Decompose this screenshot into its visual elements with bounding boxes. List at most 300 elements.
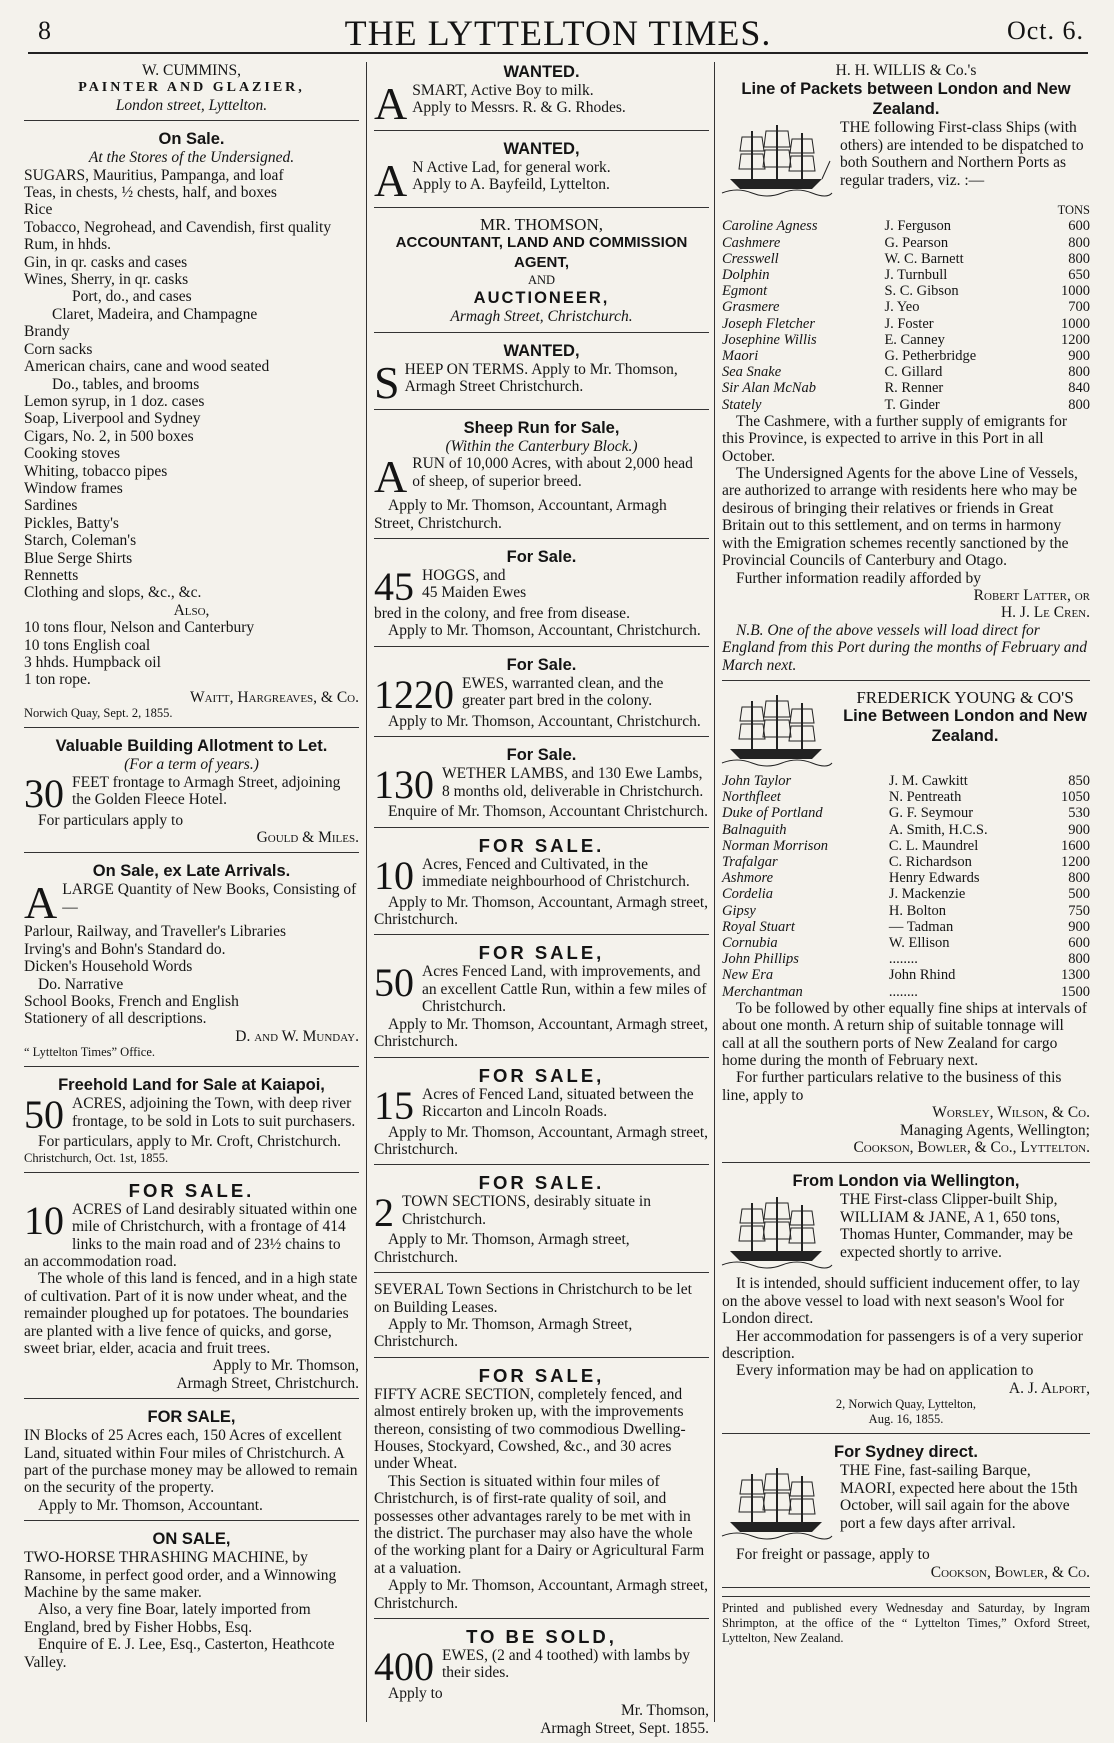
advertiser-trade: AUCTIONEER, (473, 289, 610, 308)
ship-name: Stately (722, 396, 762, 413)
ad-to-be-sold (374, 1627, 709, 1743)
ship-name: Royal Stuart (722, 918, 795, 935)
signature: Cookson, Bowler, & Co. (930, 1563, 1090, 1581)
ship-name: Cornubia (722, 934, 778, 951)
ad-body: Acres Fenced Land, with improvements, and an excellent Cattle Run, within a few miles of Christchurch. (422, 963, 707, 1016)
apply-line: Apply to Mr. Thomson, (212, 1357, 359, 1375)
table-row (722, 251, 1090, 267)
apply-line: Apply to Mr. Thomson, Accountant, Armagh Street, Christchurch. (374, 497, 667, 532)
ad-body: SEVERAL Town Sections in Christchurch to be let on Building Leases. (374, 1281, 692, 1316)
ship-master: A. Smith, H.C.S. (888, 821, 988, 838)
ad-body: TWO-HORSE THRASHING MACHINE, by Ransome, in perfect good order, and a Winnowing Machine by the same maker. (24, 1549, 337, 1601)
ship-master: J. Foster (884, 315, 934, 332)
dateline: Armagh Street, Sept. 1855. (540, 1719, 709, 1737)
table-row (722, 364, 1090, 380)
apply-line: Apply to Mr. Thomson, Accountant, Armagh street, Christchurch. (374, 893, 709, 929)
ad-body: ACRES of Land desirably situated within one mile of Christchurch, with a frontage of 414 links to the main road and of 23½ chains to an accommodation road. (24, 1200, 357, 1270)
display-number: 10 (24, 1197, 64, 1243)
ad-heading: Sheep Run for Sale, (463, 418, 620, 437)
ship-master: W. Ellison (888, 934, 950, 951)
list-item: SUGARS, Mauritius, Pampanga, and loaf (24, 166, 284, 184)
table-row (722, 397, 1090, 413)
ad-heading: WANTED, (503, 341, 580, 360)
display-number: 2 (374, 1190, 394, 1236)
table-row (722, 886, 1090, 902)
apply-line: Apply to Mr. Thomson, Accountant, Armagh street, Christchurch. (374, 1577, 709, 1612)
ship-name: Caroline Agness (722, 218, 818, 235)
ad-heading: For Sale. (506, 655, 577, 674)
ship-tons: 850 (1068, 772, 1090, 789)
signature: H. J. Le Cren. (1000, 604, 1090, 622)
table-row (722, 235, 1090, 251)
column-rule (366, 62, 367, 1722)
list-item: Brandy (24, 323, 70, 341)
list-item: Cooking stoves (24, 445, 121, 463)
advertiser-name: W. CUMMINS, (142, 62, 241, 79)
ad-heading: FOR SALE, (478, 1364, 605, 1386)
list-item: Blue Serge Shirts (24, 549, 133, 567)
ship-name: Ashmore (722, 870, 774, 887)
ad-body: HEEP ON TERMS. Apply to Mr. Thomson, Armagh Street Christchurch. (404, 360, 678, 396)
list-item: Lemon syrup, in 1 doz. cases (24, 392, 205, 410)
table-row (722, 805, 1090, 821)
list-item: Port, do., and cases (72, 288, 192, 306)
ad-thomson (374, 216, 709, 333)
ship-tons: 600 (1068, 218, 1090, 235)
advertiser-trade: PAINTER AND GLAZIER, (78, 80, 305, 96)
ad-heading: Freehold Land for Sale at Kaiapoi, (58, 1076, 325, 1095)
display-number: 30 (24, 770, 64, 816)
printer-imprint: Printed and published every Wednesday and Saturday, by Ingram Shrimpton, at the office of the “ Lyttelton Times,” Oxford Street, Lyttelton, New Zealand. (722, 1596, 1090, 1646)
advertiser-address: Armagh Street, Christchurch. (450, 308, 633, 326)
table-row (722, 789, 1090, 805)
ship-tons: 800 (1068, 364, 1090, 381)
signature: Gould & Miles. (256, 829, 359, 847)
list-item: 1 ton rope. (24, 671, 91, 689)
ship-tons: 1600 (1061, 837, 1090, 854)
apply-line: For particulars, apply to Mr. Croft, Christchurch. (38, 1133, 342, 1151)
ad-london-wellington (722, 1171, 1090, 1434)
ad-wanted-sheep: WANTED, S HEEP ON TERMS. Apply to Mr. Thomson, Armagh Street Christchurch. (374, 341, 709, 410)
ad-heading: FOR SALE. (478, 834, 605, 856)
ad-body: Acres, Fenced and Cultivated, in the immediate neighbourhood of Christchurch. (422, 855, 690, 891)
ship-master: G. Pearson (884, 234, 949, 251)
signature: Worsley, Wilson, & Co. (932, 1104, 1090, 1122)
ad-town-sections (374, 1173, 709, 1273)
ship-name: Egmont (722, 283, 768, 300)
table-row (722, 838, 1090, 854)
apply-line: Apply to Mr. Thomson, Armagh street, Christchurch. (374, 1231, 630, 1266)
ship-master: J. M. Cawkitt (888, 772, 968, 789)
list-item: 10 tons flour, Nelson and Canterbury (24, 619, 255, 637)
ad-sheep-run: Sheep Run for Sale, (Within the Canterbury Block.) A RUN of 10,000 Acres, with about 2,000 head of sheep, of superior breed. Apply to Mr. Thomson, Accountant, Armagh Street, Christchurch. (374, 418, 709, 539)
table-row (722, 870, 1090, 886)
display-number: 45 (374, 564, 414, 610)
ship-tons: 600 (1068, 934, 1090, 951)
apply-line: Apply to Mr. Thomson, Accountant. (38, 1496, 263, 1514)
ad-ten-acres (24, 1181, 359, 1399)
display-number: 50 (374, 960, 414, 1006)
ad-body: HOGGS, and (422, 567, 506, 585)
ship-tons: 800 (1068, 870, 1090, 887)
ship-master: C. Gillard (884, 364, 943, 381)
ad-body: FIFTY ACRE SECTION, completely fenced, and almost entirely broken up, with the improvements thereon, consisting of two commodious Dwelling-Houses, Stockyard, Cowshed, &c., and 30 acres under Wheat. (374, 1385, 686, 1473)
ad-willis-packets (722, 62, 1090, 681)
ship-name: Balnaguith (722, 821, 787, 838)
ship-master: G. Petherbridge (884, 348, 977, 365)
list-item: Do. Narrative (38, 975, 124, 993)
apply-line: Apply to Mr. Thomson, Accountant, Christchurch. (388, 622, 701, 640)
list-item: Rum, in hhds. (24, 236, 111, 254)
table-row (722, 773, 1090, 789)
table-row (722, 935, 1090, 951)
ship-name: Sir Alan McNab (722, 380, 816, 397)
ship-master: J. Yeo (884, 299, 920, 316)
display-number: 400 (374, 1644, 434, 1690)
ship-master: J. Turnbull (884, 267, 948, 284)
ad-body: The Undersigned Agents for the above Line of Vessels, are authorized to arrange with residents here who may be desirous of bringing their relatives or friends in Great Britain out to this settlement, and on terms in harmony with the Emigration schemes recently sanctioned by the Provincial Councils of Canterbury and Otago. (722, 465, 1078, 570)
ad-body: It is intended, should sufficient inducement offer, to lay on the above vessel to load with next season's Wool for London direct. (722, 1275, 1081, 1328)
ad-heading: On Sale, ex Late Arrivals. (92, 862, 291, 881)
list-item: School Books, French and English (24, 993, 239, 1011)
ad-body: 45 Maiden Ewes (422, 584, 527, 602)
ship-master: G. F. Seymour (888, 805, 974, 822)
list-item: Wines, Sherry, in qr. casks (24, 271, 189, 289)
ad-body: For further particulars relative to the business of this line, apply to (722, 1069, 1062, 1104)
table-row (722, 919, 1090, 935)
ship-tons: 1200 (1061, 331, 1090, 348)
ship-tons: 800 (1068, 250, 1090, 267)
ad-heading: For Sale. (506, 548, 577, 567)
ship-master: T. Ginder (884, 396, 940, 413)
ad-cummins (24, 62, 359, 121)
apply-line: Apply to Mr. Thomson, Accountant, Christchurch. (388, 712, 701, 730)
ad-subheading: (For a term of years.) (124, 756, 259, 774)
newspaper-title: THE LYTTELTON TIMES. (344, 13, 772, 53)
list-item: Sardines (24, 497, 78, 515)
ad-kaiapoi-land (24, 1075, 359, 1172)
ad-heading: From London via Wellington, (792, 1172, 1020, 1191)
column-1 (24, 62, 359, 1722)
ship-name: Duke of Portland (722, 805, 823, 822)
ship-tons: 1500 (1061, 983, 1090, 1000)
ship-name: New Era (722, 967, 774, 984)
ad-heading: WANTED, (503, 140, 580, 158)
signature: Waitt, Hargreaves, & Co. (189, 688, 359, 706)
dateline: Aug. 16, 1855. (868, 1412, 944, 1427)
list-item: Soap, Liverpool and Sydney (24, 410, 201, 428)
display-number: 15 (374, 1082, 414, 1128)
ad-body: ACRES, adjoining the Town, with deep river frontage, to be sold in Lots to suit purchasers. (72, 1095, 356, 1130)
advertiser-trade: ACCOUNTANT, LAND AND COMMISSION AGENT, (395, 234, 688, 272)
table-row (722, 903, 1090, 919)
table-row (722, 380, 1090, 396)
ad-body: N.B. One of the above vessels will load direct for England from this Port during the months of February and March next. (722, 621, 1087, 674)
ad-heading: Valuable Building Allotment to Let. (55, 737, 328, 756)
ad-subheading: At the Stores of the Undersigned. (88, 149, 295, 167)
ad-fifty-acres (374, 943, 709, 1057)
list-item: Corn sacks (24, 340, 93, 358)
advertiser-name: FREDERICK YOUNG & CO'S (856, 687, 1074, 707)
ad-subheading: Line Between London and New Zealand. (843, 707, 1087, 746)
ad-subheading: Line of Packets between London and New Zealand. (741, 80, 1071, 119)
ad-heading: FOR SALE, (478, 1064, 605, 1086)
ad-body: The whole of this land is fenced, and in a high state of cultivation. Part of it is now under wheat, and the remainder ploughed up for potatoes. The boundaries are planted with a live fence of quicks, and gorse, sweet briar, elder, acacia and fruit trees. (24, 1270, 358, 1357)
ship-name: Cresswell (722, 250, 779, 267)
signature: A. J. Alport, (1008, 1379, 1090, 1397)
ship-tons: 500 (1068, 886, 1090, 903)
sailing-ship-icon (722, 1464, 832, 1544)
ad-body: Every information may be had on application to (736, 1362, 1034, 1380)
ship-master: — Tadman (888, 918, 954, 935)
list-item: Do., tables, and brooms (52, 375, 200, 393)
signature: Managing Agents, Wellington; (899, 1121, 1090, 1139)
display-number: 130 (374, 762, 434, 808)
and-label: AND (527, 273, 556, 288)
ad-body: bred in the colony, and free from disease. (374, 605, 630, 623)
ship-name: Sea Snake (722, 364, 782, 381)
list-item: Pickles, Batty's (24, 514, 119, 532)
ad-building-leases (374, 1281, 709, 1358)
table-row (722, 348, 1090, 364)
ad-body: SMART, Active Boy to milk. (412, 82, 594, 99)
ship-tons: 650 (1068, 267, 1090, 284)
ad-body: N Active Lad, for general work. (412, 159, 611, 176)
ship-tons: 1000 (1061, 315, 1090, 332)
apply-line: For particulars apply to (38, 811, 184, 829)
table-row (722, 967, 1090, 983)
ad-body: THE following First-class Ships (with others) are intended to be dispatched to both Southern and Northern Ports as regular traders, viz. :— (840, 119, 1084, 189)
ad-body: Further information readily afforded by (736, 569, 982, 587)
apply-line: Enquire of Mr. Thomson, Accountant Christchurch. (388, 803, 708, 821)
ad-heading: On Sale. (158, 130, 225, 149)
apply-line: Apply to Mr. Thomson, Accountant, Armagh street, Christchurch. (374, 1015, 709, 1051)
apply-line: Apply to Mr. Thomson, Accountant, Armagh street, Christchurch. (374, 1123, 709, 1158)
list-item: Gin, in qr. casks and cases (24, 253, 188, 271)
ad-ewes (374, 655, 709, 737)
list-item: Teas, in chests, ½ chests, half, and boxes (24, 184, 277, 202)
dateline: 2, Norwich Quay, Lyttelton, (835, 1397, 977, 1412)
ship-name: Northfleet (722, 789, 781, 806)
ship-tons: 900 (1068, 821, 1090, 838)
ship-master: H. Bolton (888, 902, 947, 919)
also-label: Also, (173, 601, 210, 619)
list-item: Claret, Madeira, and Champagne (52, 305, 258, 323)
column-3 (722, 62, 1090, 1722)
advertiser-name: H. H. WILLIS & Co.'s (835, 62, 977, 79)
ship-tons: 800 (1068, 951, 1090, 968)
ad-body: This Section is situated within four miles of Christchurch, is of first-rate quality of soil, and possesses other advantages rarely to be met with in the district. The purchaser may also have the whole of the working plant for a Dairy or Agricultural Farm at a valuation. (374, 1472, 705, 1577)
ship-master: S. C. Gibson (884, 283, 959, 300)
ad-body: To be followed by other equally fine ships at intervals of about one month. A return ship of suitable tonnage will call at all the southern ports of New Zealand for cargo home during the month of February next. (722, 999, 1088, 1069)
ad-body: IN Blocks of 25 Acres each, 150 Acres of excellent Land, situated within Four miles of Christchurch. A part of the purchase money may be allowed to remain on the security of the property. (24, 1427, 358, 1497)
ad-building-allotment (24, 736, 359, 853)
table-row (722, 854, 1090, 870)
ship-name: Norman Morrison (722, 837, 828, 854)
tons-label: TONS (1057, 203, 1090, 218)
list-item: American chairs, cane and wood seated (24, 358, 270, 376)
ship-master: John Rhind (888, 967, 956, 984)
ad-body: EWES, warranted clean, and the greater part bred in the colony. (462, 674, 664, 710)
advertiser-name: MR. THOMSON, (480, 215, 603, 234)
ad-sydney-direct (722, 1442, 1090, 1588)
ship-tons: 840 (1068, 380, 1090, 397)
ad-body: THE Fine, fast-sailing Barque, MAORI, expected here about the 15th October, will sail again for the above port a few days after arrival. (840, 1462, 1078, 1532)
ad-body: The Cashmere, with a further supply of emigrants for this Province, is expected to arrive in this Port in all October. (722, 412, 1068, 465)
ship-master: J. Mackenzie (888, 886, 966, 903)
ad-fifty-acre-section (374, 1366, 709, 1619)
table-row (722, 332, 1090, 348)
display-number: 1220 (374, 671, 454, 717)
ad-body: Also, a very fine Boar, lately imported from England, bred by Fisher Hobbs, Esq. (24, 1601, 311, 1636)
table-row (722, 267, 1090, 283)
ad-on-sale-stores (24, 129, 359, 728)
page-number: 8 (38, 16, 51, 45)
apply-line: Apply to A. Bayfeild, Lyttelton. (412, 176, 610, 194)
list-item: Cigars, No. 2, in 500 boxes (24, 427, 194, 445)
apply-line: Armagh Street, Christchurch. (176, 1374, 359, 1392)
apply-line: Apply to Mr. Thomson, Armagh Street, Christchurch. (374, 1315, 633, 1351)
ship-master: C. L. Maundrel (888, 837, 979, 854)
ship-master: ........ (888, 983, 918, 1000)
ad-body: THE First-class Clipper-built Ship, WILLIAM & JANE, A 1, 650 tons, Thomas Hunter, Commander, may be expected shortly to arrive. (840, 1191, 1073, 1261)
ad-body: TOWN SECTIONS, desirably situate in Christchurch. (402, 1193, 651, 1228)
ad-heading: FOR SALE. (128, 1179, 255, 1201)
ship-master: R. Renner (884, 380, 944, 397)
advertiser-address: London street, Lyttelton. (115, 96, 268, 114)
apply-line: For freight or passage, apply to (736, 1546, 930, 1564)
ad-body: FEET frontage to Armagh Street, adjoining the Golden Fleece Hotel. (72, 773, 341, 809)
list-item: Rice (24, 201, 53, 219)
list-item: Clothing and slops, &c., &c. (24, 584, 202, 602)
ad-wanted-boy: WANTED. A SMART, Active Boy to milk. Apply to Messrs. R. & G. Rhodes. (374, 62, 709, 131)
ship-name: Cashmere (722, 234, 781, 251)
list-item: Stationery of all descriptions. (24, 1010, 207, 1028)
table-row (722, 984, 1090, 1000)
ship-master: Henry Edwards (888, 870, 980, 887)
ship-name: Gipsy (722, 902, 756, 919)
ship-master: C. Richardson (888, 853, 972, 870)
column-rule (714, 62, 715, 1722)
sailing-ship-icon (722, 691, 832, 771)
table-row (722, 316, 1090, 332)
ad-thrashing-machine (24, 1529, 359, 1677)
ad-heading: WANTED. (503, 63, 580, 81)
ship-name: Trafalgar (722, 853, 778, 870)
ship-master: W. C. Barnett (884, 250, 964, 267)
table-row (722, 822, 1090, 838)
ship-name: Cordelia (722, 886, 774, 903)
column-2 (374, 62, 709, 1737)
list-item: Starch, Coleman's (24, 532, 137, 550)
ship-name: Joseph Fletcher (722, 315, 816, 332)
ad-heading: For Sydney direct. (834, 1443, 978, 1462)
ad-body: LARGE Quantity of New Books, Consisting of— (62, 881, 357, 916)
ship-tons: 1000 (1061, 283, 1090, 300)
ship-tons: 1200 (1061, 853, 1090, 870)
ad-wanted-lad: WANTED, A N Active Lad, for general work. Apply to A. Bayfeild, Lyttelton. (374, 139, 709, 208)
ship-table (722, 773, 1090, 1000)
issue-date: Oct. 6. (1006, 16, 1084, 45)
ad-frederick-young (722, 689, 1090, 1164)
ad-body: Her accommodation for passengers is of a very superior description. (722, 1327, 1083, 1363)
ad-body: WETHER LAMBS, and 130 Ewe Lambs, 8 months old, deliverable in Christchurch. (442, 765, 704, 800)
ship-name: Maori (722, 348, 759, 365)
table-row (722, 283, 1090, 299)
list-item: Irving's and Bohn's Standard do. (24, 940, 226, 958)
ship-master: J. Ferguson (884, 218, 952, 235)
table-row (722, 951, 1090, 967)
ad-ten-acres-fenced (374, 836, 709, 936)
sailing-ship-icon (722, 1193, 832, 1273)
signature: Robert Latter, or (973, 586, 1090, 604)
ad-heading: FOR SALE. (478, 1172, 605, 1194)
ad-heading: FOR SALE, (147, 1408, 236, 1427)
ship-name: John Phillips (722, 951, 799, 968)
display-number: 50 (24, 1092, 64, 1138)
ship-master: N. Pentreath (888, 789, 962, 806)
masthead (28, 8, 1088, 54)
list-item: Dicken's Household Words (24, 958, 193, 976)
ship-name: Merchantman (722, 983, 803, 1000)
apply-line: Apply to (388, 1685, 443, 1703)
ad-fifteen-acres (374, 1066, 709, 1166)
ship-master: ........ (888, 951, 918, 968)
ad-wether-lambs (374, 745, 709, 827)
ship-name: Josephine Willis (722, 331, 817, 348)
ship-tons: 900 (1068, 348, 1090, 365)
ad-heading: ON SALE, (152, 1530, 231, 1549)
ship-tons: 1050 (1061, 789, 1090, 806)
signature: Cookson, Bowler, & Co., Lyttelton. (853, 1139, 1090, 1157)
apply-line: Apply to Messrs. R. & G. Rhodes. (412, 99, 626, 117)
ship-name: Grasmere (722, 299, 780, 316)
ship-tons: 800 (1068, 396, 1090, 413)
ship-name: Dolphin (722, 267, 770, 284)
signature: Mr. Thomson, (621, 1702, 709, 1720)
dateline: “ Lyttelton Times” Office. (24, 1045, 156, 1060)
list-item: Tobacco, Negrohead, and Cavendish, first quality (24, 218, 332, 236)
list-item: Parlour, Railway, and Traveller's Libraries (24, 923, 287, 941)
list-item: Whiting, tobacco pipes (24, 462, 168, 480)
ship-table (722, 218, 1090, 412)
ad-heading: TO BE SOLD, (466, 1626, 617, 1648)
ship-master: E. Canney (884, 331, 945, 348)
list-item: Rennetts (24, 566, 79, 584)
ad-heading: FOR SALE, (478, 942, 605, 964)
ship-tons: 900 (1068, 918, 1090, 935)
signature: D. and W. Munday. (235, 1027, 359, 1045)
ad-body: EWES, (2 and 4 toothed) with lambs by their sides. (442, 1647, 690, 1682)
table-row (722, 299, 1090, 315)
ad-heading: For Sale. (506, 746, 577, 765)
ship-tons: 800 (1068, 234, 1090, 251)
list-item: 3 hhds. Humpback oil (24, 654, 161, 671)
sailing-ship-icon (722, 121, 832, 201)
ad-body: Enquire of E. J. Lee, Esq., Casterton, Heathcote Valley. (24, 1636, 335, 1671)
ad-hoggs (374, 547, 709, 647)
ad-body: RUN of 10,000 Acres, with about 2,000 head of sheep, of superior breed. (412, 455, 693, 490)
list-item: 10 tons English coal (24, 636, 151, 654)
ship-tons: 1300 (1061, 967, 1090, 984)
ad-body: Acres of Fenced Land, situated between the Riccarton and Lincoln Roads. (422, 1085, 694, 1120)
table-row (722, 218, 1090, 234)
ship-tons: 700 (1068, 299, 1090, 316)
dateline: Norwich Quay, Sept. 2, 1855. (24, 706, 173, 721)
display-number: 10 (374, 852, 414, 898)
ad-new-books: On Sale, ex Late Arrivals. A LARGE Quantity of New Books, Consisting of— Parlour, Railway, and Traveller's Libraries Irving's and Bohn's Standard do. Dicken's Household Words Do. Narrative School Books, French and English Stationery of all descriptions. D. and W. Munday. “ Lyttelton Times” Office. (24, 861, 359, 1067)
ad-subheading: (Within the Canterbury Block.) (445, 437, 638, 455)
